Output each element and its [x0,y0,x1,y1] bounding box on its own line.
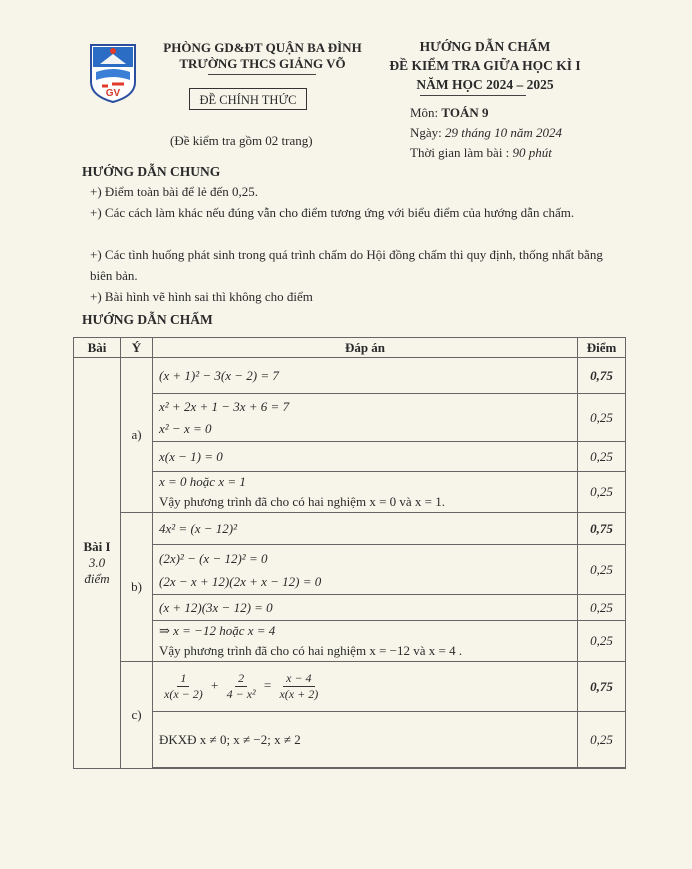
table-row [74,513,626,545]
fraction-denominator: x(x − 2) [164,687,203,701]
score-b4: 0,25 [578,621,626,662]
spacer-cell [578,768,626,769]
grading-table [73,337,626,769]
col-score-header: Điểm [578,338,626,358]
score-a2: 0,25 [578,394,626,442]
school-underline [208,74,316,75]
fraction [161,671,206,702]
part-a-label: a) [121,358,153,513]
grading-title: HƯỚNG DẪN CHẤM [82,312,213,327]
table-row [74,394,626,442]
col-y-header: Ý [121,338,153,358]
table-row [74,442,626,472]
score-a3: 0,25 [578,442,626,472]
bai-points: 3.0 [88,555,106,570]
general-item: +) Các tình huống phát sinh trong quá trình chấm do Hội đồng chấm thi quy định, thống nhất bằng biên bản. [90,247,603,283]
score-b2: 0,25 [578,545,626,595]
score-b3: 0,25 [578,595,626,621]
date-label: Ngày: [410,125,446,140]
spacer-cell [153,768,578,769]
col-bai-header: Bài [74,338,121,358]
answer-a2-line1: x² + 2x + 1 − 3x + 6 = 7 [159,398,290,414]
score-b1: 0,75 [578,513,626,545]
date-line [410,125,562,141]
bai-label: Bài I [83,539,111,554]
doc-title: HƯỚNG DẪN CHẤM [419,39,551,54]
answer-a2-line2: x² − x = 0 [159,420,212,436]
table-row [74,472,626,513]
time-line [410,145,552,161]
subject-value: TOÁN 9 [441,105,489,120]
subject-label: Môn: [410,105,442,120]
school-name: TRƯỜNG THCS GIẢNG VÕ [179,56,346,71]
page-count: (Đề kiểm tra gồm 02 trang) [170,133,313,148]
fraction [276,671,321,702]
logo-text: GV [105,88,121,99]
answer-a4-line1: x = 0 hoặc x = 1 [159,474,246,489]
answer-a4 [153,472,578,513]
answer-a4-line2: Vậy phương trình đã cho có hai nghiệm x = 0 và x = 1. [159,494,445,509]
answer-b2-line1: (2x)² − (x − 12)² = 0 [159,550,268,566]
official-box: ĐỀ CHÍNH THỨC [189,88,307,110]
answer-b4-line2: Vậy phương trình đã cho có hai nghiệm x = −12 và x = 4 . [159,643,463,658]
dept-name: PHÒNG GD&ĐT QUẬN BA ĐÌNH [163,40,362,55]
bai-cell [74,358,121,769]
answer-c1: $\frac{1}{x(x - 2)}$ + $\frac{2}{\text{4 − x²}}$ = $\frac{x - 4}{x(x + 2)}$ [153,662,578,712]
table-row [74,595,626,621]
fraction-denominator: 4 − x² [226,687,256,701]
table-row [74,545,626,595]
score-c2: 0,25 [578,712,626,768]
answer-b2 [153,545,578,595]
table-row [74,712,626,768]
answer-a3: x(x − 1) = 0 [153,442,578,472]
general-item: +) Bài hình vẽ hình sai thì không cho điểm [90,289,313,304]
exam-title: ĐỀ KIỂM TRA GIỮA HỌC KÌ I [389,58,581,73]
answer-c2: ĐKXĐ x ≠ 0; x ≠ −2; x ≠ 2 [153,712,578,768]
date-value: 29 tháng 10 năm 2024 [445,125,563,140]
table-row-spacer [74,768,626,769]
general-item: +) Các cách làm khác nếu đúng vẫn cho điểm tương ứng với biểu điểm của hướng dẫn chấm. [90,205,575,220]
part-b-label: b) [121,513,153,662]
answer-a1: (x + 1)² − 3(x − 2) = 7 [153,358,578,394]
subject-line [410,105,489,121]
answer-b3: (x + 12)(3x − 12) = 0 [153,595,578,621]
table-row [74,621,626,662]
answer-a2 [153,394,578,442]
table-header-row [74,338,626,358]
answer-b4-line1: ⇒ x = −12 hoặc x = 4 [159,623,276,638]
col-answer-header: Đáp án [153,338,578,358]
fraction-numerator: 2 [235,671,247,687]
general-title: HƯỚNG DẪN CHUNG [82,164,221,179]
time-value: 90 phút [512,145,552,160]
fraction-denominator: x(x + 2) [279,687,319,701]
fraction-numerator: x − 4 [283,671,314,687]
part-c-label: c) [121,662,153,769]
general-item: +) Điểm toàn bài để lẻ đến 0,25. [90,184,258,199]
time-label: Thời gian làm bài : [410,145,513,160]
table-row [74,358,626,394]
fraction [224,671,259,702]
answer-b2-line2: (2x − x + 12)(2x + x − 12) = 0 [159,573,322,589]
year-underline [420,95,526,96]
answer-b4 [153,621,578,662]
table-row [74,662,626,712]
school-year: NĂM HỌC 2024 – 2025 [416,77,554,92]
score-a4: 0,25 [578,472,626,513]
bai-unit: điểm [84,571,110,586]
score-c1: 0,75 [578,662,626,712]
answer-b1: 4x² = (x − 12)² [153,513,578,545]
score-a1: 0,75 [578,358,626,394]
school-logo [88,42,138,104]
fraction-numerator: 1 [177,671,189,687]
